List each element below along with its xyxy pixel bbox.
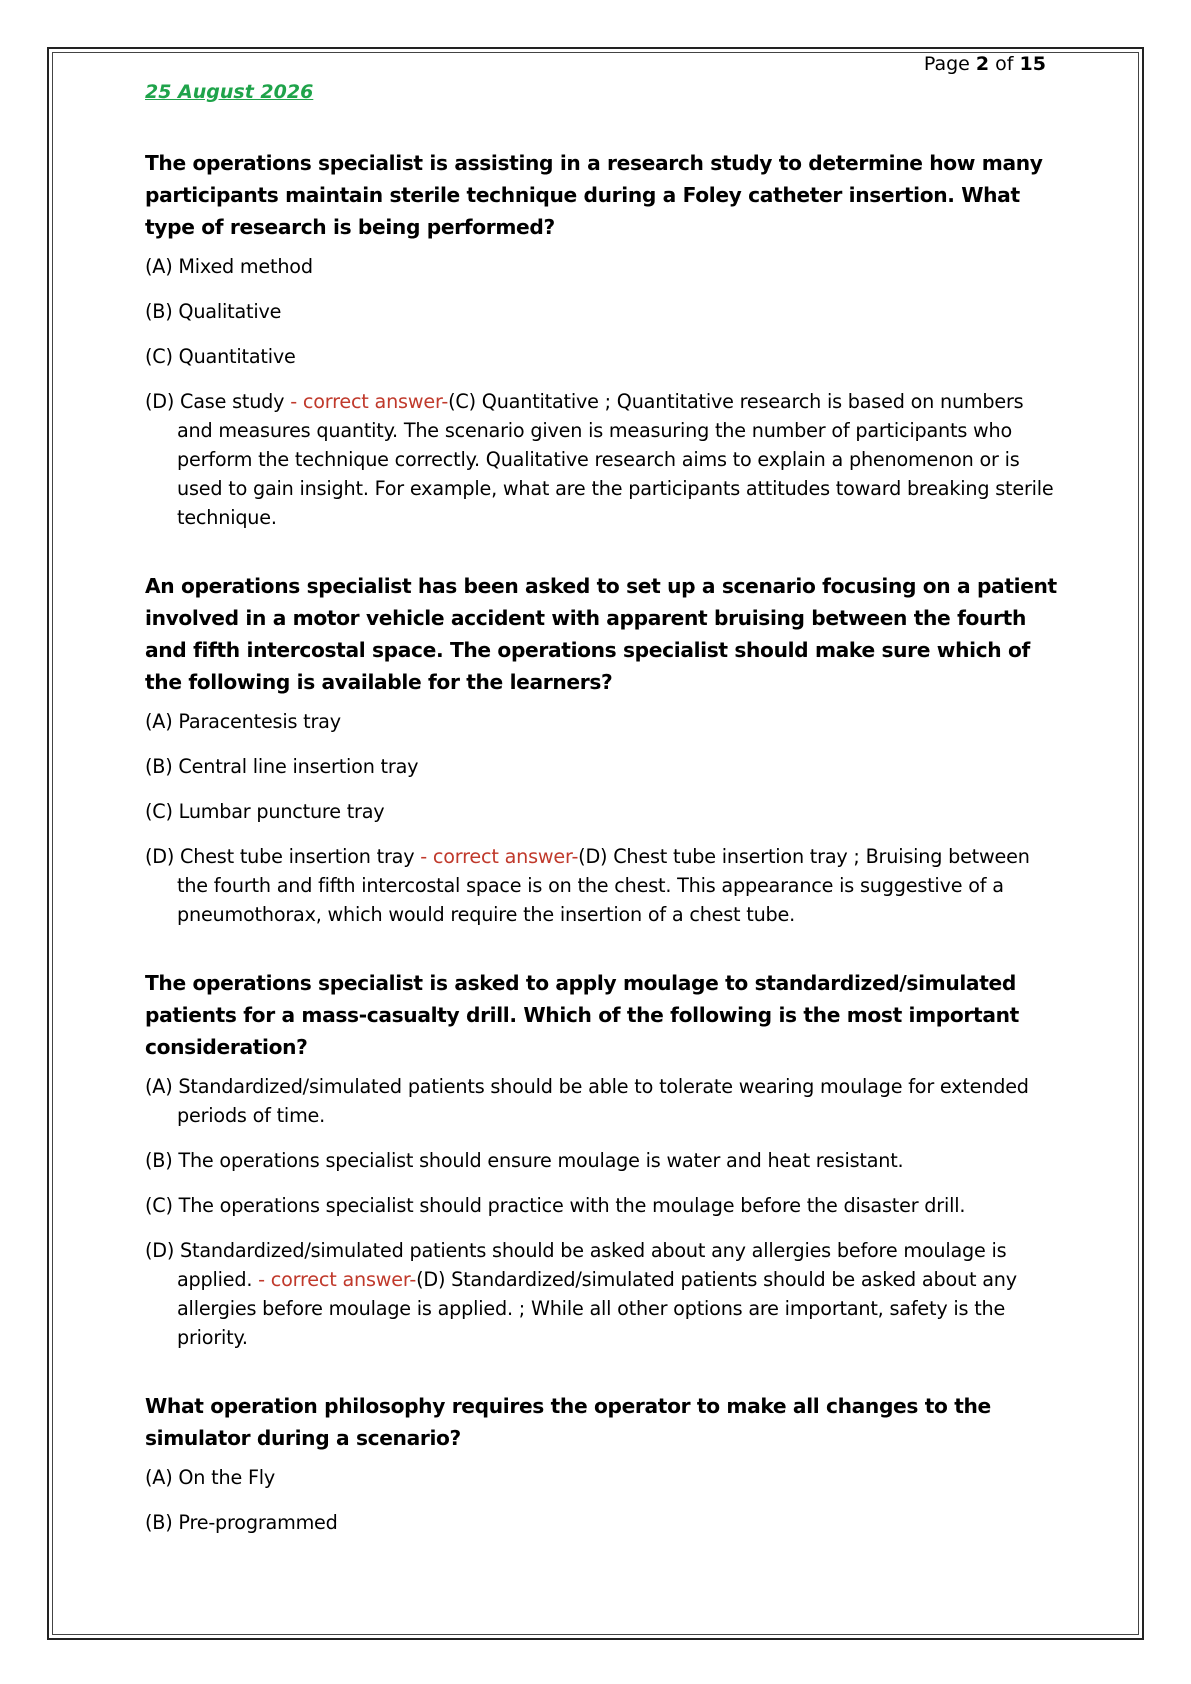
question-block — [145, 570, 1060, 929]
answer-option: (C) Lumbar puncture tray — [145, 800, 385, 823]
question-block — [145, 147, 1060, 532]
answer-option: (A) Paracentesis tray — [145, 710, 341, 733]
answer-option: (A) Mixed method — [145, 255, 313, 278]
answer-option-with-rationale — [145, 842, 1060, 929]
question-text: An operations specialist has been asked to set up a scenario focusing on a patient involved in a motor vehicle accident with apparent bruising between the fourth and fifth intercostal space. The operations specialist should make sure which of the following is available for the learners? — [145, 574, 1057, 694]
correct-answer-marker: - correct answer- — [252, 1268, 417, 1291]
answer-option: (A) Standardized/simulated patients should be able to tolerate wearing moulage for extended periods of time. — [145, 1075, 1029, 1127]
question-block — [145, 967, 1060, 1352]
answer-rationale: (D) Standardized/simulated patients should be asked about any allergies before moulage is applied. ; While all other options are important, safety is the priority. — [177, 1268, 1017, 1349]
answer-option: (C) Quantitative — [145, 345, 296, 368]
answer-option-with-rationale — [145, 387, 1060, 532]
answer-option: (B) The operations specialist should ensure moulage is water and heat resistant. — [145, 1149, 904, 1172]
question-list — [145, 147, 1060, 1575]
document-date: 25 August 2026 — [145, 81, 314, 103]
answer-option-with-rationale — [145, 1236, 1060, 1352]
page-prefix: Page — [923, 53, 970, 75]
answer-option: (A) On the Fly — [145, 1466, 276, 1489]
question-block — [145, 1390, 1060, 1537]
option-text: (D) Standardized/simulated patients should be asked about any allergies before moulage is applied. — [145, 1239, 1007, 1291]
answer-option: (B) Central line insertion tray — [145, 755, 419, 778]
answer-rationale: (C) Quantitative ; Quantitative research is based on numbers and measures quantity. The scenario given is measuring the number of participants who perform the technique correctly. Qualitative research aims to explain a phenomenon or is used to gain insight. For example, what are the participants attitudes toward breaking sterile technique. — [177, 390, 1054, 529]
page-current: 2 — [975, 53, 990, 75]
answer-rationale: (D) Chest tube insertion tray ; Bruising between the fourth and fifth intercostal space is on the chest. This appearance is suggestive of a pneumothorax, which would require the insertion of a chest tube. — [177, 845, 1030, 926]
correct-answer-marker: - correct answer- — [414, 845, 579, 868]
answer-option: (B) Pre-programmed — [145, 1511, 338, 1534]
page-total: 15 — [1019, 53, 1046, 75]
question-text: The operations specialist is asked to apply moulage to standardized/simulated patients for a mass-casualty drill. Which of the following is the most important consideration? — [145, 971, 1019, 1059]
answer-option: (C) The operations specialist should practice with the moulage before the disaster drill. — [145, 1194, 966, 1217]
option-text: (D) Chest tube insertion tray — [145, 845, 415, 868]
page-number — [900, 53, 1046, 75]
answer-option: (B) Qualitative — [145, 300, 282, 323]
question-text: What operation philosophy requires the operator to make all changes to the simulator during a scenario? — [145, 1394, 991, 1450]
option-text: (D) Case study — [145, 390, 285, 413]
page-of: of — [995, 53, 1014, 75]
correct-answer-marker: - correct answer- — [284, 390, 449, 413]
question-text: The operations specialist is assisting in a research study to determine how many participants maintain sterile technique during a Foley catheter insertion. What type of research is being performed? — [145, 151, 1043, 239]
